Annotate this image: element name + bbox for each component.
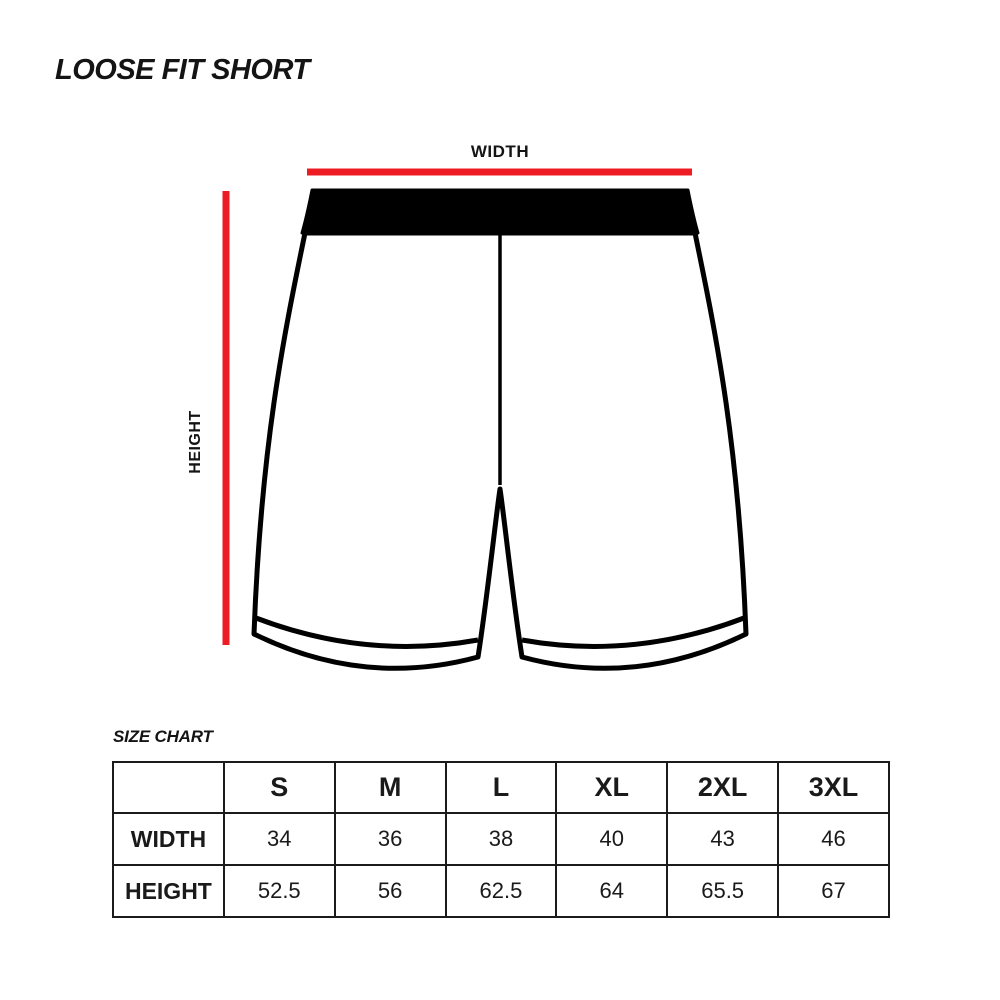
size-column-header-l: L — [446, 762, 557, 813]
width-value-3xl: 46 — [778, 813, 889, 865]
width-value-s: 34 — [224, 813, 335, 865]
size-column-header-m: M — [335, 762, 446, 813]
size-column-header-xl: XL — [556, 762, 667, 813]
width-dimension-label: WIDTH — [470, 142, 530, 161]
size-header-row — [113, 762, 889, 813]
height-value-s: 52.5 — [224, 865, 335, 917]
size-chart-title: SIZE CHART — [113, 727, 213, 746]
corner-cell — [113, 762, 224, 813]
width-row — [113, 813, 889, 865]
size-column-header-2xl: 2XL — [667, 762, 778, 813]
shorts-waistband — [302, 190, 698, 233]
width-value-m: 36 — [335, 813, 446, 865]
width-row-label: WIDTH — [113, 813, 224, 865]
width-value-2xl: 43 — [667, 813, 778, 865]
size-column-header-3xl: 3XL — [778, 762, 889, 813]
size-chart-table — [112, 761, 890, 918]
page-title: LOOSE FIT SHORT — [55, 54, 310, 86]
width-value-l: 38 — [446, 813, 557, 865]
height-row-label: HEIGHT — [113, 865, 224, 917]
height-dimension-label: HEIGHT — [187, 410, 204, 474]
height-value-2xl: 65.5 — [667, 865, 778, 917]
height-value-m: 56 — [335, 865, 446, 917]
size-column-header-s: S — [224, 762, 335, 813]
height-value-xl: 64 — [556, 865, 667, 917]
height-value-3xl: 67 — [778, 865, 889, 917]
width-value-xl: 40 — [556, 813, 667, 865]
height-row — [113, 865, 889, 917]
height-value-l: 62.5 — [446, 865, 557, 917]
